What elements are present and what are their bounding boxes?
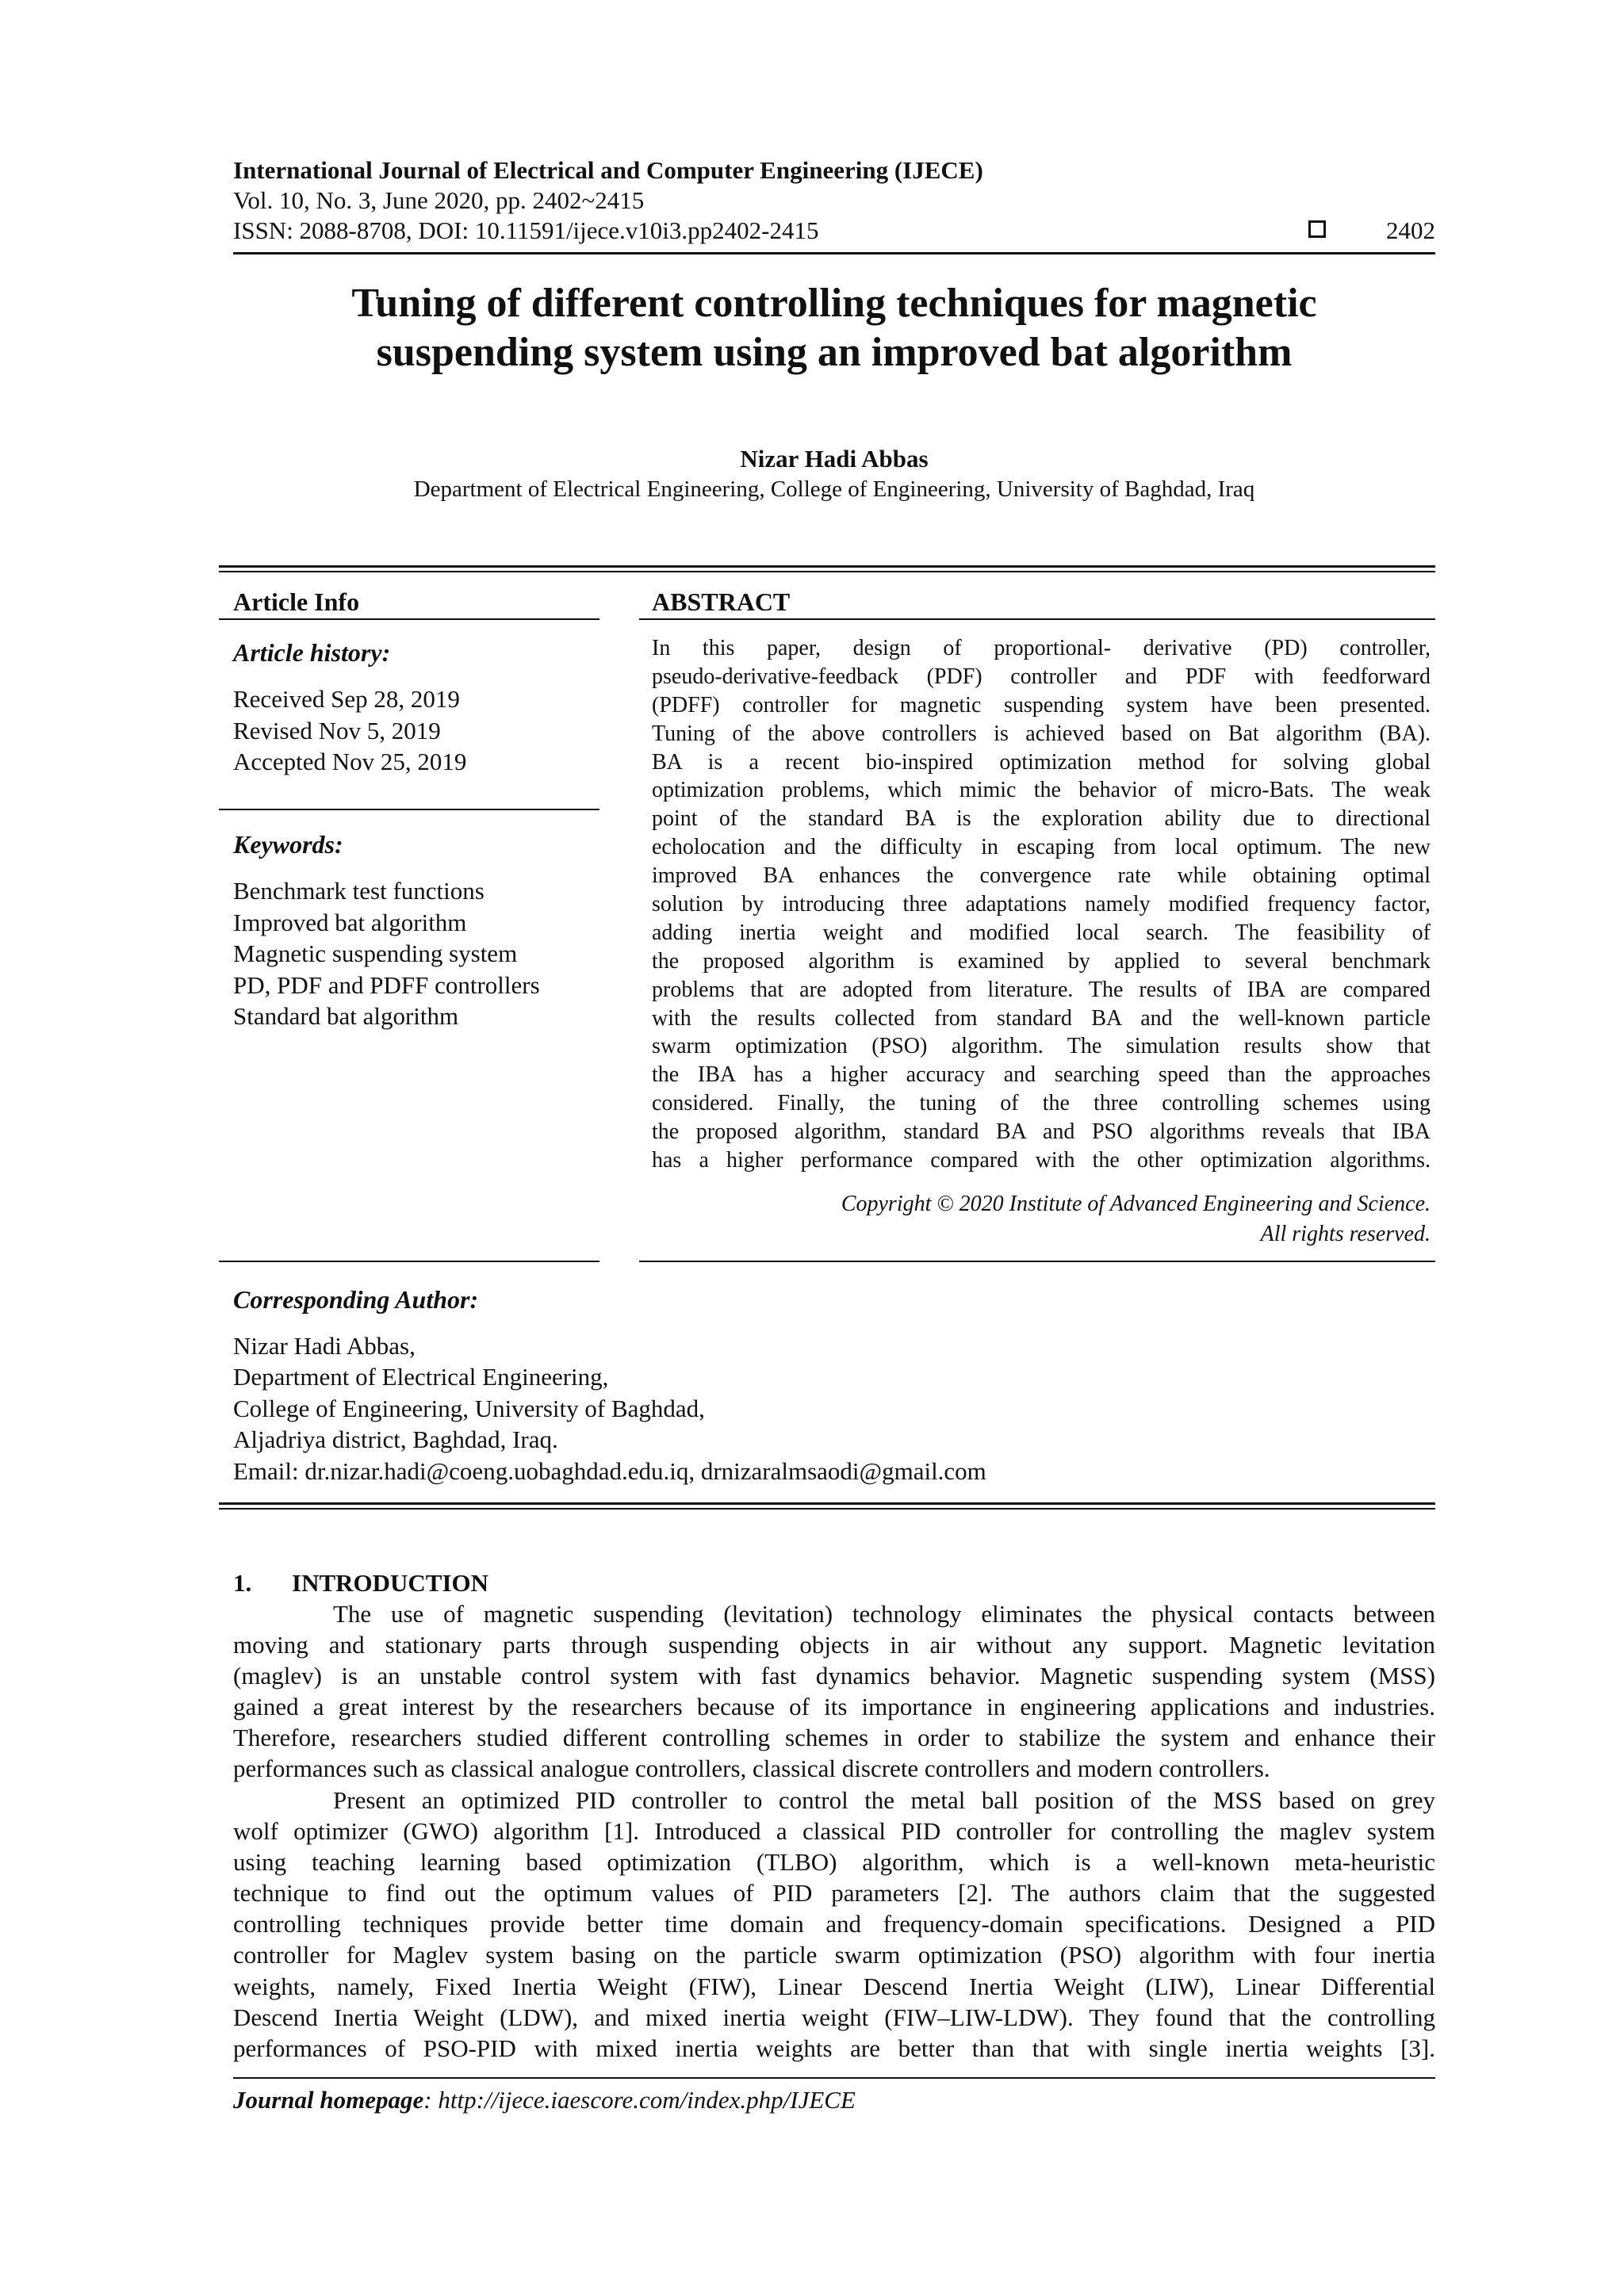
info-bottom-rule	[219, 1508, 1435, 1510]
body-line: Descend Inertia Weight (LDW), and mixed inertia weight (FIW–LIW-LDW). They found that the controlling	[233, 2003, 1435, 2031]
abstract-line: the proposed algorithm, standard BA and PSO algorithms reveals that IBA	[652, 1119, 1431, 1145]
keyword-item: Magnetic suspending system	[233, 939, 518, 967]
checkbox-square-icon	[1308, 220, 1326, 238]
abstract-line: problems that are adopted from literature. The results of IBA are compared	[652, 977, 1431, 1002]
keyword-item: Improved bat algorithm	[233, 908, 467, 936]
author-affiliation: Department of Electrical Engineering, College of Engineering, University of Baghdad, Iraq	[413, 476, 1255, 502]
introduction-paragraph-2	[233, 1785, 1435, 2064]
abstract-line: optimization problems, which mimic the behavior of micro-Bats. The weak	[652, 778, 1431, 803]
abstract-line: swarm optimization (PSO) algorithm. The simulation results show that	[652, 1034, 1431, 1059]
article-info-heading: Article Info	[233, 587, 360, 616]
section-number: 1.	[233, 1569, 252, 1597]
body-line: moving and stationary parts through suspending objects in air without any support. Magnetic levitation	[233, 1631, 1435, 1659]
keyword-item: PD, PDF and PDFF controllers	[233, 970, 540, 999]
journal-name: International Journal of Electrical and Computer Engineering (IJECE)	[233, 156, 983, 184]
abstract-body	[652, 634, 1431, 1175]
article-history-list	[233, 683, 466, 778]
abstract-line: the IBA has a higher accuracy and searching speed than the approaches	[652, 1062, 1431, 1088]
keywords-heading: Keywords:	[233, 830, 343, 859]
copyright-notice	[652, 1189, 1431, 1249]
abstract-line: improved BA enhances the convergence rate while obtaining optimal	[652, 863, 1431, 889]
introduction-heading	[233, 1568, 488, 1598]
abstract-bottom-rule	[639, 1261, 1435, 1262]
body-line: controller for Maglev system basing on the particle swarm optimization (PSO) algorithm with four inertia	[233, 1941, 1435, 1969]
body-line: weights, namely, Fixed Inertia Weight (FIW), Linear Descend Inertia Weight (LIW), Linear Differential	[233, 1972, 1435, 2000]
keywords-list	[233, 875, 540, 1032]
journal-homepage-link[interactable]: : http://ijece.iaescore.com/index.php/IJECE	[423, 2086, 856, 2114]
abstract-line: with the results collected from standard BA and the well-known particle	[652, 1005, 1431, 1031]
body-line: gained a great interest by the researchers because of its importance in engineering applications and industries.	[233, 1693, 1435, 1721]
abstract-heading: ABSTRACT	[652, 587, 791, 616]
body-line: Therefore, researchers studied different controlling schemes in order to stabilize the system and enhance their	[233, 1724, 1435, 1752]
section-title: INTRODUCTION	[292, 1569, 489, 1597]
article-info-bottom-rule	[219, 1261, 599, 1262]
footer-label: Journal homepage	[233, 2086, 424, 2114]
abstract-line: the proposed algorithm is examined by applied to several benchmark	[652, 948, 1431, 974]
info-bottom-rule	[219, 1502, 1435, 1505]
corresponding-author-line: Department of Electrical Engineering,	[233, 1363, 609, 1391]
author-name: Nizar Hadi Abbas	[740, 445, 929, 473]
journal-issn-doi: ISSN: 2088-8708, DOI: 10.11591/ijece.v10i3.pp2402-2415	[233, 216, 819, 244]
corresponding-author-details	[233, 1330, 986, 1487]
history-item: Accepted Nov 25, 2019	[233, 748, 467, 775]
page-number: 2402	[1386, 216, 1435, 244]
introduction-paragraph-1	[233, 1598, 1435, 1785]
corresponding-author-heading: Corresponding Author:	[233, 1285, 479, 1314]
history-item: Received Sep 28, 2019	[233, 685, 460, 713]
abstract-line: has a higher performance compared with the other optimization algorithms.	[652, 1148, 1431, 1173]
corresponding-author-email: Email: dr.nizar.hadi@coeng.uobaghdad.edu.iq, drnizaralmsaodi@gmail.com	[233, 1456, 986, 1485]
body-line: The use of magnetic suspending (levitation) technology eliminates the physical contacts between	[333, 1600, 1435, 1628]
copyright-line: All rights reserved.	[1260, 1222, 1431, 1246]
body-line: performances of PSO-PID with mixed inertia weights are better than that with single inertia weights [3].	[233, 2034, 1435, 2062]
corresponding-author-line: Aljadriya district, Baghdad, Iraq.	[233, 1425, 558, 1454]
abstract-rule	[639, 618, 1435, 620]
corresponding-author-line: Nizar Hadi Abbas,	[233, 1332, 416, 1360]
journal-volume: Vol. 10, No. 3, June 2020, pp. 2402~2415	[233, 186, 645, 214]
article-info-rule	[219, 618, 599, 620]
corresponding-author-line: College of Engineering, University of Baghdad,	[233, 1394, 705, 1422]
footer-rule	[233, 2077, 1435, 2079]
abstract-line: considered. Finally, the tuning of the three controlling schemes using	[652, 1091, 1431, 1116]
abstract-line: pseudo-derivative-feedback (PDF) controller and PDF with feedforward	[652, 664, 1431, 689]
body-line: performances such as classical analogue controllers, classical discrete controllers and modern controllers.	[233, 1755, 1270, 1783]
abstract-line: BA is a recent bio-inspired optimization method for solving global	[652, 749, 1431, 775]
abstract-line: (PDFF) controller for magnetic suspending system have been presented.	[652, 692, 1431, 718]
paper-title	[233, 279, 1435, 377]
body-line: technique to find out the optimum values of PID parameters [2]. The authors claim that the suggested	[233, 1879, 1435, 1908]
keyword-item: Benchmark test functions	[233, 877, 485, 905]
keyword-item: Standard bat algorithm	[233, 1002, 459, 1030]
abstract-line: Tuning of the above controllers is achieved based on Bat algorithm (BA).	[652, 721, 1431, 746]
info-top-rule	[219, 565, 1435, 568]
abstract-line: solution by introducing three adaptations namely modified frequency factor,	[652, 892, 1431, 917]
body-line: controlling techniques provide better time domain and frequency-domain specifications. Designed a PID	[233, 1910, 1435, 1938]
article-history-heading: Article history:	[233, 638, 391, 667]
paper-title-line: suspending system using an improved bat algorithm	[376, 330, 1293, 375]
info-top-rule	[219, 571, 1435, 572]
abstract-line: adding inertia weight and modified local search. The feasibility of	[652, 920, 1431, 945]
history-item: Revised Nov 5, 2019	[233, 716, 441, 744]
abstract-line: In this paper, design of proportional- derivative (PD) controller,	[652, 636, 1431, 660]
body-line: using teaching learning based optimization (TLBO) algorithm, which is a well-known meta-heuristic	[233, 1848, 1435, 1877]
header-rule	[233, 252, 1435, 254]
body-line: Present an optimized PID controller to control the metal ball position of the MSS based on grey	[333, 1786, 1435, 1814]
history-rule	[219, 809, 599, 810]
journal-homepage	[233, 2085, 856, 2115]
copyright-line: Copyright © 2020 Institute of Advanced Engineering and Science.	[841, 1192, 1431, 1216]
body-line: wolf optimizer (GWO) algorithm [1]. Introduced a classical PID controller for controlling the maglev system	[233, 1817, 1435, 1846]
body-line: (maglev) is an unstable control system with fast dynamics behavior. Magnetic suspending system (MSS)	[233, 1662, 1435, 1690]
paper-title-line: Tuning of different controlling techniques for magnetic	[351, 281, 1317, 326]
abstract-line: point of the standard BA is the exploration ability due to directional	[652, 806, 1431, 832]
abstract-line: echolocation and the difficulty in escaping from local optimum. The new	[652, 835, 1431, 860]
